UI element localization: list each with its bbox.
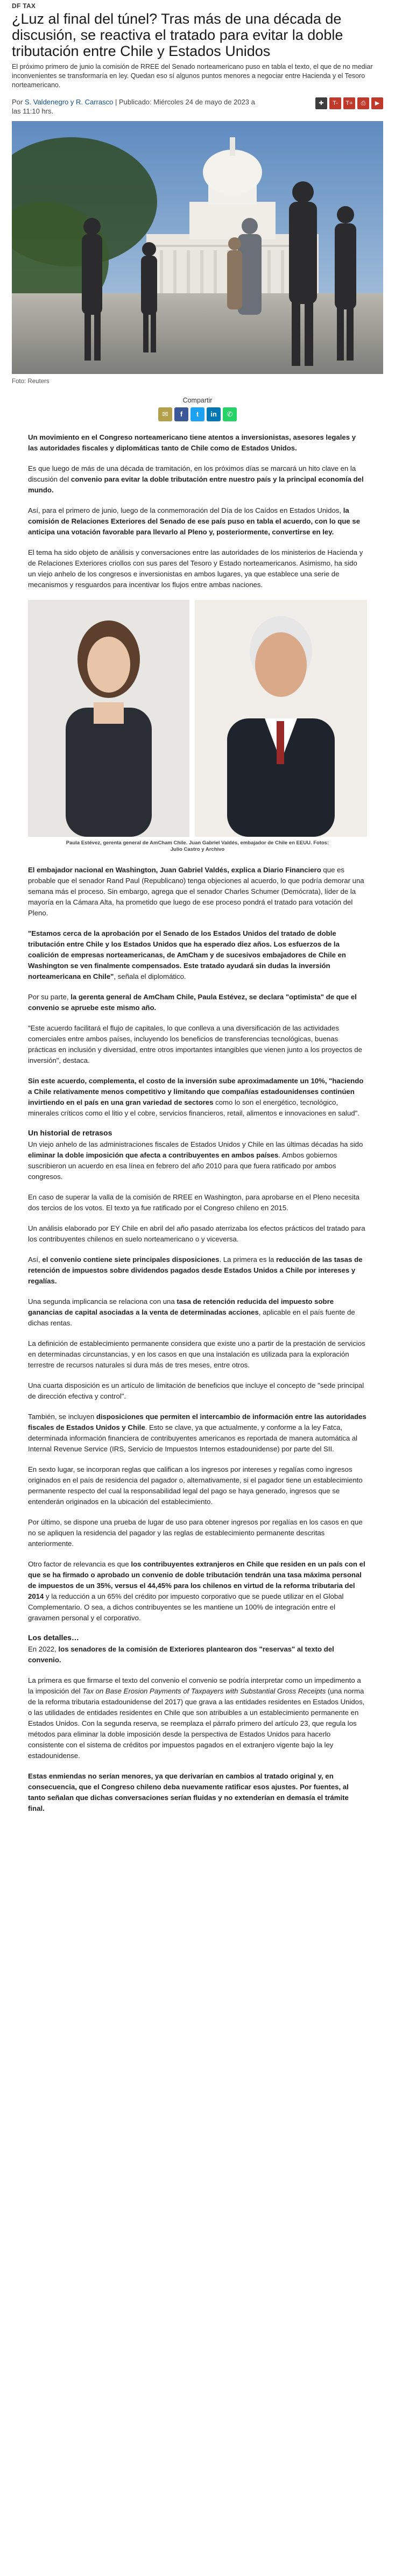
text: que es probable que el senador Rand Paul (Republicano) tenga objeciones al acuerdo, lo que podría demorar una semana más el proceso. Sin embargo, agrega que el senador Charles Schumer (Demócrata), líder de la mayoría en la Cámara Alta, ha prometido que luego de ese proceso pondrá el tratado para votación del Pleno. bbox=[28, 866, 364, 917]
text: Así, bbox=[28, 1255, 43, 1264]
text-bold: los contribuyentes extranjeros en Chile que residen en un país con el que se ha firmado o aprobado un convenio de doble tributación tendrán una tasa máxima personal de impuestos de un 35%, versus el 44,45% para los chilenos en virtud de la reforma tributaria del 2014 bbox=[28, 1560, 365, 1600]
byline-authors[interactable]: S. Valdenegro y R. Carrasco bbox=[24, 98, 114, 106]
paragraph bbox=[28, 1139, 367, 1182]
paragraph bbox=[28, 1254, 367, 1287]
text: Por último, se dispone una prueba de lugar de uso para obtener ingresos por regalías en los casos en que no se apliquen la residencia del pagador y las reglas de establecimiento permanente descritas anteriormente. bbox=[28, 1518, 363, 1548]
facebook-icon[interactable]: f bbox=[174, 407, 188, 421]
text-bold: Estas enmiendas no serían menores, ya que derivarían en cambios al tratado original y, en consecuencia, que el Congreso chileno deba nuevamente ratificar esos ajustes. Por fuentes, al tanto señalan que dichas conversaciones serían fluidas y no extenderían en demasía el trámite final. bbox=[28, 1772, 349, 1812]
text: (una norma de la reforma tributaria estadounidense del 2017) que grava a las entidades residentes en Estados Unidos, o las utilidades de entidades residentes en Chile que son atribuibles a un establecimiento permanente en Estados Unidos. Con la segunda reserva, se reemplaza el párrafo primero del artículo 23, que regula los métodos para eliminar la doble imposición desde la perspectiva de Estados Unidos para hacerlo consistente con el sistema de créditos por impuestos pagados en el extranjero vigente bajo la ley estadounidense. bbox=[28, 1687, 365, 1760]
quote-bold: "Estamos cerca de la aprobación por el Senado de los Estados Unidos del tratado de doble tributación entre Chile y los Estados Unidos que ha esperado diez años. Los esfuerzos de la coalición de empresas norteamericanas, de AmCham y de sucesivos embajadores de Chile en Washington se ven finalmente compensados. Este tratado ayudará sin dudas la inversión norteamericana en Chile" bbox=[28, 929, 346, 980]
paragraph bbox=[28, 992, 367, 1013]
section-tag[interactable]: DF TAX bbox=[12, 2, 36, 10]
paragraph bbox=[28, 1559, 367, 1624]
paragraph bbox=[28, 1644, 367, 1665]
dual-portrait-photo bbox=[28, 600, 367, 837]
subheading-history: Un historial de retrasos bbox=[28, 1128, 112, 1137]
intro-bold: Un movimiento en el Congreso norteamericano tiene atentos a inversionistas, asesores legales y las autoridades fiscales y diplomáticas tanto de Chile como de Estados Unidos. bbox=[28, 433, 356, 452]
text: En sexto lugar, se incorporan reglas que califican a los ingresos por intereses y regalías como ingresos originados en el país de residencia del pagador o, alternativamente, si el pagador tiene un establecimiento permanente respecto del cual la responsabilidad legal del pago se haya generado, ingresos que se entenderán originados en la ubicación del establecimiento. bbox=[28, 1465, 363, 1506]
whatsapp-icon[interactable]: ✆ bbox=[223, 407, 237, 421]
article-lede: El próximo primero de junio la comisión de RREE del Senado norteamericano puso en tabla el texto, el que de no mediar inconvenientes se transformaría en ley. Quedan eso sí algunos puntos menores a negociar entre Hacienda y el Tesoro norteamericano. bbox=[12, 63, 373, 89]
text-bold: El embajador nacional en Washington, Juan Gabriel Valdés, explica a Diario Financiero bbox=[28, 866, 321, 874]
portraits-illustration bbox=[28, 600, 367, 837]
portraits-caption: Paula Estévez, gerenta general de AmCham Chile. Juan Gabriel Valdés, embajador de Chile en EEUU. Fotos: Julio Castro y Archivo bbox=[66, 840, 329, 852]
share-icons bbox=[158, 407, 237, 421]
share-label: Compartir bbox=[182, 397, 213, 404]
text-bold: tasa de retención reducida del impuesto sobre ganancias de capital asociadas a la venta de determinadas acciones bbox=[28, 1297, 334, 1316]
paragraph bbox=[28, 1223, 367, 1245]
text-bold: los senadores de la comisión de Exteriores plantearon dos "reservas" al texto del convenio. bbox=[28, 1645, 334, 1664]
text: como lo son el energético, tecnológico, minerales críticos como el litio y el cobre, servicios financieros, retail, alimentos e innovaciones en salud". bbox=[28, 1098, 359, 1117]
text: Por su parte, bbox=[28, 993, 71, 1001]
share-bar bbox=[0, 397, 395, 432]
paragraph bbox=[28, 505, 367, 538]
text: , señala el diplomático. bbox=[114, 972, 186, 980]
paragraph bbox=[28, 463, 367, 496]
text-bold: eliminar la doble imposición que afecta a contribuyentes en ambos países bbox=[28, 1151, 279, 1159]
paragraph bbox=[28, 1338, 367, 1371]
print-icon[interactable]: ⎙ bbox=[357, 97, 369, 109]
hero-photo-credit: Foto: Reuters bbox=[12, 378, 50, 385]
text: Una segunda implicancia se relaciona con una bbox=[28, 1297, 177, 1305]
text-bold: Sin este acuerdo, complementa, el costo de la inversión sube aproximadamente un 10%, "haciendo a Chile relativamente menos competitivo y limitando que compañías estadounidenses continúen invirtiendo en el país en una gran variedad de sectores bbox=[28, 1077, 364, 1106]
byline-prefix: Por bbox=[12, 98, 25, 106]
text: En 2022, bbox=[28, 1645, 59, 1653]
text: "Este acuerdo facilitará el flujo de capitales, lo que conlleva a una diversificación de las actividades comerciales entre ambos países, incluyendo los beneficios de transferencias tecnológicas, buenas prácticas en inclusión y diversidad, entre otros importantes intangibles que vienen junto a los proyectos de inversión", destaca. bbox=[28, 1024, 362, 1064]
text-bold: el convenio contiene siete principales disposiciones bbox=[42, 1255, 220, 1264]
article-headline: ¿Luz al final del túnel? Tras más de una década de discusión, se reactiva el tratado para evitar la doble tributación entre Chile y Estados Unidos bbox=[12, 11, 343, 59]
paragraph bbox=[28, 1771, 367, 1814]
article-tools bbox=[315, 97, 383, 109]
text-bold: convenio para evitar la doble tributación entre nuestro país y la principal economía del mundo. bbox=[28, 475, 364, 494]
paragraph bbox=[28, 1192, 367, 1213]
paragraph bbox=[28, 928, 367, 982]
rss-icon[interactable]: ✚ bbox=[315, 97, 327, 109]
text: . Ambos gobiernos suscribieron un acuerdo en esa línea en febrero del año 2010 para que fuera ratificado por ambos congresos. bbox=[28, 1151, 337, 1181]
text: , aplicable en el país fuente de dichas rentas. bbox=[28, 1308, 355, 1327]
paragraph bbox=[28, 1411, 367, 1455]
twitter-icon[interactable]: t bbox=[191, 407, 204, 421]
subheading-details: Los detalles… bbox=[28, 1633, 79, 1642]
listen-icon[interactable]: ▶ bbox=[371, 97, 383, 109]
paragraph bbox=[28, 1076, 367, 1119]
text: La definición de establecimiento permanente considera que existe uno a partir de la prestación de servicios en determinadas circunstancias, y en los casos en que una instalación es utilizada para la exploración terrestre de recursos naturales si dura más de tres meses, entre otros. bbox=[28, 1339, 365, 1369]
paragraph bbox=[28, 1464, 367, 1507]
paragraph bbox=[28, 1675, 367, 1761]
paragraph bbox=[28, 1517, 367, 1549]
hero-photo-capitol bbox=[12, 121, 383, 374]
article-body bbox=[0, 432, 395, 1814]
text: El tema ha sido objeto de análisis y conversaciones entre las autoridades de los ministerios de Hacienda y de Relaciones Exteriores criollos con sus pares del Tesoro y Estado norteamericanos. Asimismo, ha sido un viejo anhelo de los congresos e inversionistas en ambos lugares, ya que establece una serie de mecanismos y resguardos para incentivar los flujos entre ambas naciones. bbox=[28, 548, 363, 589]
text-bold: la gerenta general de AmCham Chile, Paula Estévez, se declara "optimista" de que el convenio se apruebe este mismo año. bbox=[28, 993, 357, 1012]
font-larger-icon[interactable]: T+ bbox=[343, 97, 355, 109]
text: y la reducción a un 65% del crédito por impuesto corporativo que se puede utilizar en el Global Complementario. O sea, a dichos contribuyentes se les mantiene un 100% de integración entre el gravamen personal y el corporativo. bbox=[28, 1592, 344, 1622]
text: Una cuarta disposición es un artículo de limitación de beneficios que incluye el concepto de "sede principal de dirección efectiva y control". bbox=[28, 1381, 364, 1400]
paragraph bbox=[28, 547, 367, 590]
linkedin-icon[interactable]: in bbox=[207, 407, 221, 421]
text: . Esto se clave, ya que actualmente, y conforme a la ley Fatca, determinada información financiera de contribuyentes americanos es reportada de manera automática al Internal Revenue Service (IRS, Servicio de Impuestos Internos estadounidense) por parte del SII. bbox=[28, 1423, 358, 1453]
text: Un análisis elaborado por EY Chile en abril del año pasado aterrizaba los efectos prácticos del tratado para los contribuyentes chilenos en suelo norteamericano o y viceversa. bbox=[28, 1224, 365, 1243]
font-smaller-icon[interactable]: T- bbox=[329, 97, 341, 109]
text: La primera es que firmarse el texto del convenio el convenio se podría interpretar como un impedimento a la imposición del bbox=[28, 1676, 361, 1695]
text: En caso de superar la valla de la comisión de RREE en Washington, para aprobarse en el Pleno necesita dos tercios de los votos. El texto ya fue ratificado por el Congreso chileno en 2015. bbox=[28, 1193, 360, 1212]
text: Es que luego de más de una década de tramitación, en los próximos días se marcará un hito clave en la discusión del bbox=[28, 464, 356, 483]
capitol-illustration bbox=[12, 121, 383, 374]
text: También, se incluyen bbox=[28, 1413, 96, 1421]
text-italic: Tax on Base Erosion Payments of Taxpayers with Substantial Gross Receipts bbox=[82, 1687, 326, 1695]
article-meta bbox=[0, 97, 395, 121]
text-bold: reducción de las tasas de retención de impuestos sobre dividendos pagados desde Estados Unidos a Chile por intereses y regalías. bbox=[28, 1255, 363, 1285]
paragraph bbox=[28, 1023, 367, 1066]
email-icon[interactable]: ✉ bbox=[158, 407, 172, 421]
text-bold: disposiciones que permiten el intercambio de información entre las autoridades fiscales de Estados Unidos y Chile bbox=[28, 1413, 366, 1431]
byline bbox=[12, 97, 265, 116]
byline-published: | Publicado: Miércoles 24 de mayo de 2023 a las 11:10 hrs. bbox=[12, 98, 255, 115]
text: Otro factor de relevancia es que bbox=[28, 1560, 131, 1568]
paragraph bbox=[28, 432, 367, 454]
paragraph bbox=[28, 865, 367, 919]
text: Un viejo anhelo de las administraciones fiscales de Estados Unidos y Chile en las últimas décadas ha sido bbox=[28, 1140, 363, 1148]
text: . La primera es la bbox=[219, 1255, 276, 1264]
paragraph bbox=[28, 1296, 367, 1329]
text-bold: la comisión de Relaciones Exteriores del Senado de ese país puso en tabla el acuerdo, con lo que se anticipa una votación favorable para llevarlo al Pleno y, posteriormente, convertirse en ley. bbox=[28, 506, 361, 536]
text: Así, para el primero de junio, luego de la conmemoración del Día de los Caídos en Estados Unidos, bbox=[28, 506, 343, 514]
paragraph bbox=[28, 1380, 367, 1402]
